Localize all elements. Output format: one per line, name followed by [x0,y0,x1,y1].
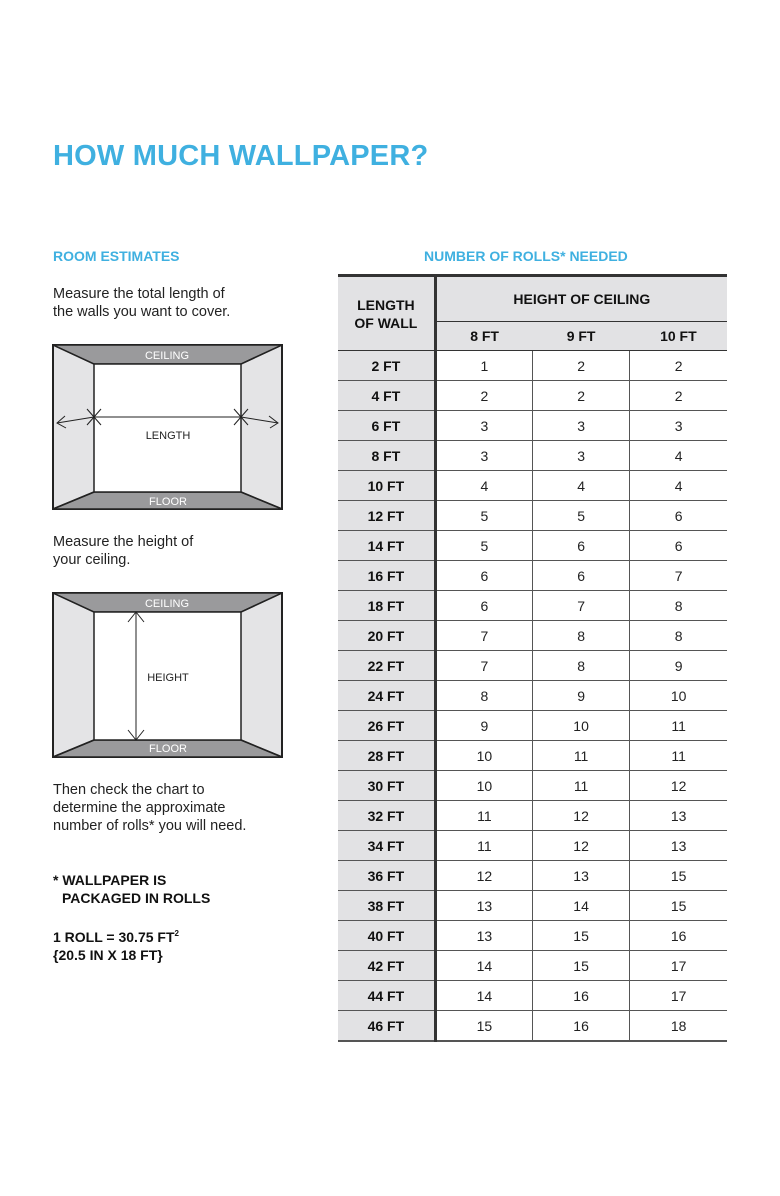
rolls-cell: 4 [630,471,727,501]
rolls-cell: 16 [630,921,727,951]
rolls-cell: 11 [435,801,532,831]
row-length-cell: 34 FT [338,831,435,861]
table-row [338,441,727,471]
rolls-cell: 2 [630,381,727,411]
table-row [338,771,727,801]
rolls-cell: 18 [630,1011,727,1042]
rolls-cell: 3 [435,441,532,471]
row-length-cell: 28 FT [338,741,435,771]
length-of-wall-header [338,276,435,351]
table-row [338,861,727,891]
table-row [338,891,727,921]
squared-superscript: 2 [174,929,179,938]
row-length-cell: 44 FT [338,981,435,1011]
rolls-cell: 6 [435,561,532,591]
text-line: Measure the total length of [53,286,225,302]
rolls-cell: 2 [532,351,629,381]
rolls-cell: 11 [532,771,629,801]
row-length-cell: 32 FT [338,801,435,831]
rolls-cell: 4 [532,471,629,501]
row-length-cell: 4 FT [338,381,435,411]
note-line [53,925,179,946]
rolls-cell: 5 [435,531,532,561]
table-row [338,501,727,531]
room-estimates-heading: ROOM ESTIMATES [53,248,180,264]
rolls-cell: 3 [630,411,727,441]
table-row [338,801,727,831]
row-length-cell: 10 FT [338,471,435,501]
length-label: LENGTH [145,430,191,442]
rolls-needed-heading: NUMBER OF ROLLS* NEEDED [424,248,628,264]
row-length-cell: 22 FT [338,651,435,681]
rolls-cell: 13 [435,891,532,921]
row-length-cell: 16 FT [338,561,435,591]
rolls-cell: 17 [630,951,727,981]
floor-label: FLOOR [149,496,187,508]
rolls-cell: 7 [532,591,629,621]
rolls-cell: 11 [630,711,727,741]
rolls-cell: 7 [435,621,532,651]
rolls-cell: 4 [630,441,727,471]
rolls-cell: 12 [435,861,532,891]
rolls-cell: 5 [532,501,629,531]
rolls-cell: 6 [630,531,727,561]
row-length-cell: 40 FT [338,921,435,951]
rolls-cell: 2 [435,381,532,411]
column-header-10ft: 10 FT [630,322,727,351]
rolls-cell: 8 [630,621,727,651]
table-row [338,981,727,1011]
rolls-cell: 7 [630,561,727,591]
table-row [338,1011,727,1042]
rolls-cell: 11 [630,741,727,771]
roll-size-note [53,925,179,964]
rolls-cell: 1 [435,351,532,381]
table-row [338,561,727,591]
table-row [338,681,727,711]
row-length-cell: 8 FT [338,441,435,471]
rolls-cell: 9 [532,681,629,711]
table-row [338,651,727,681]
text-line: determine the approximate [53,800,226,816]
rolls-cell: 10 [435,771,532,801]
rolls-cell: 12 [532,801,629,831]
rolls-cell: 16 [532,981,629,1011]
rolls-cell: 6 [532,561,629,591]
rolls-cell: 5 [435,501,532,531]
rolls-cell: 14 [435,981,532,1011]
height-of-ceiling-header: HEIGHT OF CEILING [435,276,727,322]
length-diagram [52,344,283,510]
floor-label: FLOOR [149,743,187,755]
table-row [338,411,727,441]
note-line: PACKAGED IN ROLLS [62,890,211,906]
row-length-cell: 2 FT [338,351,435,381]
rolls-cell: 9 [435,711,532,741]
header-line: LENGTH [357,296,415,313]
rolls-cell: 2 [532,381,629,411]
height-label: HEIGHT [147,672,189,684]
rolls-cell: 11 [532,741,629,771]
row-length-cell: 24 FT [338,681,435,711]
table-row [338,621,727,651]
ceiling-label: CEILING [144,350,190,362]
rolls-cell: 13 [435,921,532,951]
row-length-cell: 46 FT [338,1011,435,1042]
row-length-cell: 36 FT [338,861,435,891]
row-length-cell: 6 FT [338,411,435,441]
rolls-cell: 10 [532,711,629,741]
check-chart-text [53,781,293,835]
rolls-cell: 6 [630,501,727,531]
column-header-8ft: 8 FT [435,322,532,351]
rolls-cell: 8 [630,591,727,621]
table-row [338,711,727,741]
table-row [338,951,727,981]
rolls-cell: 15 [532,921,629,951]
page-title: HOW MUCH WALLPAPER? [53,140,429,172]
rolls-cell: 10 [630,681,727,711]
text-line: number of rolls* you will need. [53,818,247,834]
rolls-cell: 6 [532,531,629,561]
rolls-cell: 15 [435,1011,532,1042]
rolls-cell: 6 [435,591,532,621]
rolls-cell: 3 [532,441,629,471]
table-row [338,831,727,861]
measure-length-text [53,285,293,321]
rolls-cell: 12 [532,831,629,861]
text-line: the walls you want to cover. [53,304,231,320]
rolls-cell: 17 [630,981,727,1011]
roll-size-text: 1 ROLL = 30.75 FT [53,929,175,945]
rolls-cell: 15 [630,861,727,891]
rolls-cell: 15 [630,891,727,921]
table-row [338,921,727,951]
row-length-cell: 14 FT [338,531,435,561]
header-line: OF WALL [354,314,418,331]
rolls-cell: 9 [630,651,727,681]
rolls-cell: 8 [532,651,629,681]
row-length-cell: 20 FT [338,621,435,651]
rolls-cell: 11 [435,831,532,861]
table-row [338,531,727,561]
rolls-table [338,274,727,1042]
table-row [338,591,727,621]
table-row [338,741,727,771]
row-length-cell: 38 FT [338,891,435,921]
table-row [338,351,727,381]
rolls-cell: 13 [630,831,727,861]
row-length-cell: 18 FT [338,591,435,621]
text-line: your ceiling. [53,552,131,568]
row-length-cell: 30 FT [338,771,435,801]
note-line: {20.5 IN X 18 FT} [53,947,163,963]
row-length-cell: 12 FT [338,501,435,531]
text-line: Then check the chart to [53,782,205,798]
rolls-cell: 15 [532,951,629,981]
rolls-cell: 12 [630,771,727,801]
row-length-cell: 42 FT [338,951,435,981]
rolls-cell: 14 [532,891,629,921]
rolls-cell: 3 [532,411,629,441]
rolls-cell: 3 [435,411,532,441]
ceiling-label: CEILING [144,598,190,610]
rolls-cell: 7 [435,651,532,681]
table-row [338,471,727,501]
height-diagram [52,592,283,758]
rolls-cell: 2 [630,351,727,381]
rolls-cell: 13 [630,801,727,831]
measure-height-text [53,533,293,569]
rolls-cell: 8 [532,621,629,651]
note-line: * WALLPAPER IS [53,872,167,888]
rolls-cell: 13 [532,861,629,891]
packaging-note [53,871,210,907]
rolls-cell: 4 [435,471,532,501]
table-row [338,381,727,411]
text-line: Measure the height of [53,534,194,550]
rolls-cell: 10 [435,741,532,771]
rolls-cell: 14 [435,951,532,981]
rolls-cell: 16 [532,1011,629,1042]
rolls-cell: 8 [435,681,532,711]
column-header-9ft: 9 FT [532,322,629,351]
row-length-cell: 26 FT [338,711,435,741]
